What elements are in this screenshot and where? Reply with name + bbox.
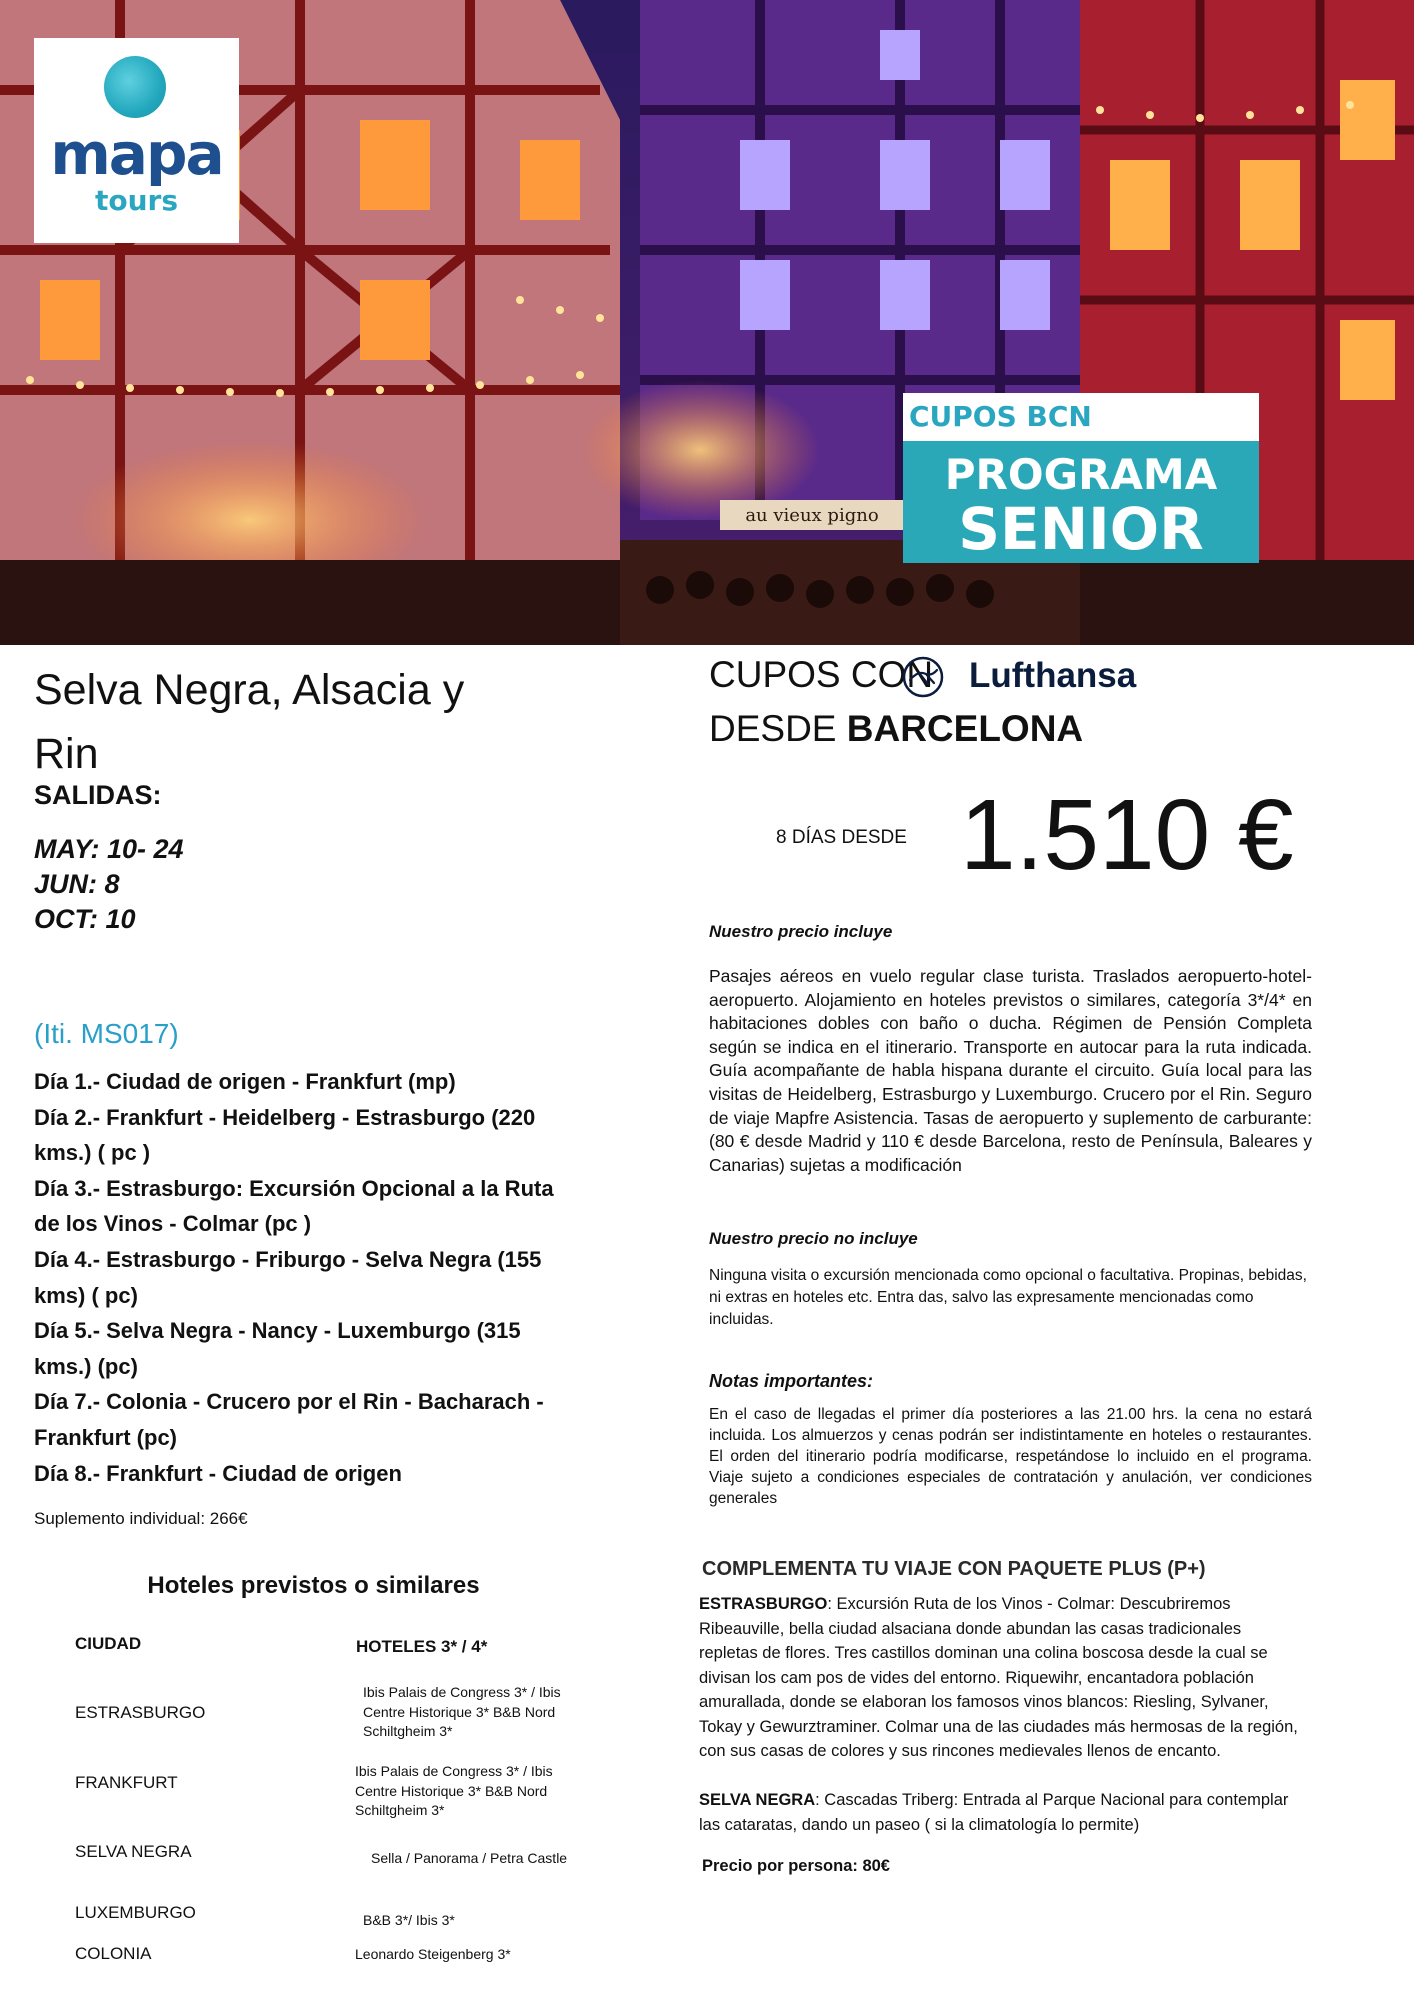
hotel-name: Ibis Palais de Congress 3* / Ibis Centre Historique 3* B&B Nord Schiltgheim 3* — [355, 1763, 553, 1818]
programa-label: PROGRAMA — [944, 450, 1218, 499]
notes-heading: Notas importantes: — [709, 1371, 874, 1391]
salidas-list — [34, 832, 184, 937]
includes-heading: Nuestro precio incluye — [709, 922, 893, 941]
hotel-name: Ibis Palais de Congress 3* / Ibis Centre Historique 3* B&B Nord Schiltgheim 3* — [363, 1684, 561, 1739]
cupos-bcn-tag: CUPOS BCN — [903, 393, 1259, 441]
itinerary-days — [34, 1064, 574, 1491]
plus-estrasburgo-label: ESTRASBURGO — [699, 1595, 828, 1613]
hotels-heading: Hoteles previstos o similares — [147, 1572, 480, 1599]
salida-date: JUN: 8 — [34, 869, 120, 899]
salida-date: OCT: 10 — [34, 904, 136, 934]
senior-label: SENIOR — [958, 495, 1204, 563]
logo-wordmark: mapa — [50, 120, 223, 188]
plus-selva-negra-label: SELVA NEGRA — [699, 1791, 816, 1809]
shop-sign-text: au vieux pigno — [745, 505, 879, 526]
plus-estrasburgo-text: : Excursión Ruta de los Vinos - Colmar: Descubriremos Ribeauville, bella ciudad alsaciana donde abundan las casas tradicionales repletas de flores. Tres castillos dominan una colina boscosa desde la cual se divisan los cam pos de vides del entorno. Riquewihr, encantadora población amurallada, donde se elaboran los famosos vinos blancos: Riesling, Sylvaner, Tokay y Gewurztraminer. Colmar una de las ciudades más hermosas de la región, con sus casas de colores y sus rincones medievales llenos de encanto. — [699, 1595, 1298, 1760]
single-supplement: Suplemento individual: 266€ — [34, 1509, 248, 1528]
hotel-name: B&B 3*/ Ibis 3* — [363, 1912, 455, 1928]
departure-city — [709, 708, 1083, 750]
logo-subword: tours — [94, 184, 179, 217]
hotels-col-city: CIUDAD — [75, 1634, 142, 1653]
hotel-city: LUXEMBURGO — [75, 1903, 196, 1922]
days-from-label: 8 DÍAS DESDE — [776, 827, 907, 848]
cupos-con-label: CUPOS CON — [709, 654, 934, 695]
hero-banner — [0, 0, 1414, 645]
itinerary-day: Día 7.- Colonia - Crucero por el Rin - Bacharach - Frankfurt (pc) — [34, 1389, 544, 1450]
programa-senior-badge — [903, 441, 1259, 563]
desde-city: BARCELONA — [846, 708, 1084, 749]
notes-text: En el caso de llegadas el primer día posteriores a las 21.00 hrs. la cena no estará incluida. Los almuerzos y cenas podrán ser indistintamente en hoteles o restaurantes. El orden del itinerario podría modificarse, respetándose lo incluido en el programa. Viaje sujeto a condiciones especiales de contratación y anulación, ver condiciones generales — [709, 1406, 1312, 1507]
hotel-city: SELVA NEGRA — [75, 1842, 192, 1861]
plus-estrasburgo — [699, 1592, 1299, 1764]
lufthansa-crane-icon — [902, 656, 944, 698]
itinerary-day: Día 4.- Estrasburgo - Friburgo - Selva Negra (155 kms) ( pc) — [34, 1246, 542, 1308]
hotel-city: FRANKFURT — [75, 1773, 178, 1792]
mapa-tours-logo — [34, 38, 239, 243]
not-includes-text: Ninguna visita o excursión mencionada como opcional o facultativa. Propinas, bebidas, ni extras en hoteles etc. Entra das, salvo las expresamente mencionadas como incluidas. — [709, 1267, 1307, 1328]
itinerary-day: Día 2.- Frankfurt - Heidelberg - Estrasburgo (220 kms.) ( pc ) — [34, 1104, 536, 1166]
not-includes-heading: Nuestro precio no incluye — [709, 1229, 918, 1248]
salida-date: MAY: 10- 24 — [34, 834, 184, 864]
salidas-heading: SALIDAS: — [34, 780, 162, 810]
desde-prefix: DESDE — [709, 708, 837, 749]
logo-dot-icon — [104, 56, 166, 118]
trip-title: Selva Negra, Alsacia y Rin — [34, 666, 465, 778]
hotel-name: Sella / Panorama / Petra Castle — [371, 1850, 568, 1866]
plus-selva-negra-text: : Cascadas Triberg: Entrada al Parque Nacional para contemplar las cataratas, dando un paseo ( si la climatología lo permite) — [699, 1791, 1289, 1834]
price: 1.510 € — [960, 779, 1294, 891]
hotel-city: COLONIA — [75, 1944, 152, 1963]
itinerary-day: Día 5.- Selva Negra - Nancy - Luxemburgo (315 kms.) (pc) — [34, 1318, 521, 1379]
plus-price: Precio por persona: 80€ — [702, 1857, 890, 1875]
plus-package-heading: COMPLEMENTA TU VIAJE CON PAQUETE PLUS (P+) — [702, 1558, 1206, 1580]
plus-selva-negra — [699, 1788, 1299, 1837]
hotel-city: ESTRASBURGO — [75, 1703, 206, 1722]
hotel-name: Leonardo Steigenberg 3* — [355, 1946, 511, 1962]
itinerary-code: (Iti. MS017) — [34, 1018, 179, 1049]
hotels-col-hotels: HOTELES 3* / 4* — [356, 1637, 488, 1656]
airline-name: Lufthansa — [969, 656, 1137, 695]
itinerary-day: Día 3.- Estrasburgo: Excursión Opcional a la Ruta de los Vinos - Colmar (pc ) — [34, 1175, 554, 1237]
includes-text: Pasajes aéreos en vuelo regular clase turista. Traslados aeropuerto-hotel-aeropuerto. Alojamiento en hoteles previstos o similares, categoría 3*/4* en habitaciones dobles con baño o ducha. Régimen de Pensión Completa según se indica en el itinerario. Transporte en autocar para la ruta indicada. Guía acompañante de habla hispana durante el circuito. Guía local para las visitas de Heidelberg, Estrasburgo y Luxemburgo. Crucero por el Rin. Seguro de viaje Mapfre Asistencia. Tasas de aeropuerto y suplemento de carburante: (80 € desde Madrid y 110 € desde Barcelona, resto de Península, Baleares y Canarias) sujetas a modificación — [709, 966, 1312, 1175]
itinerary-day: Día 1.- Ciudad de origen - Frankfurt (mp) — [34, 1069, 456, 1094]
itinerary-day: Día 8.- Frankfurt - Ciudad de origen — [34, 1460, 402, 1486]
